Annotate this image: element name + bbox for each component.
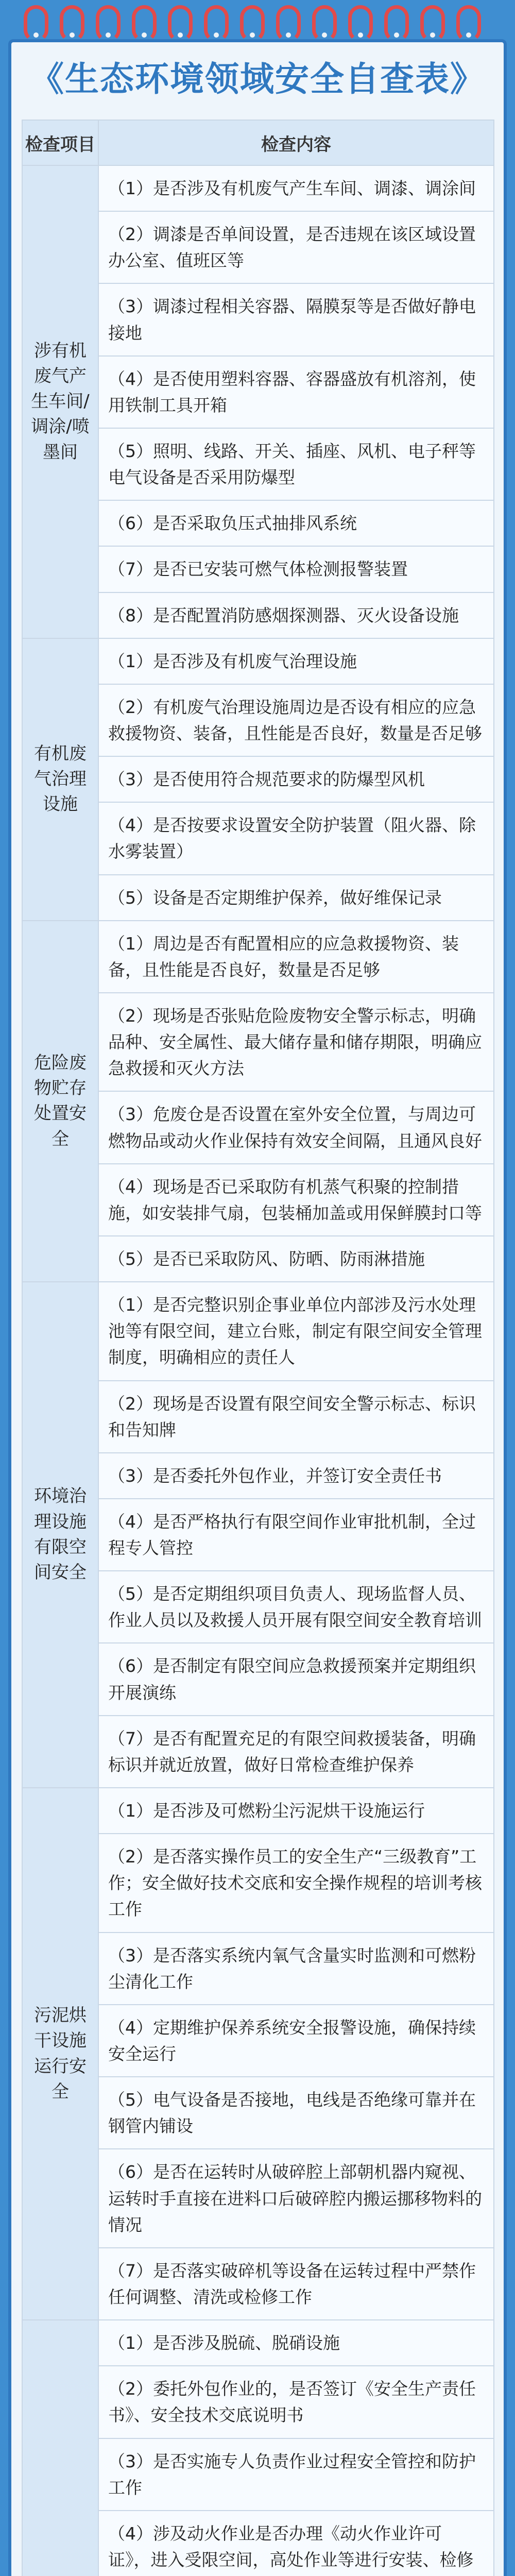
check-item-cell: （1）是否完整识别企事业单位内部涉及污水处理池等有限空间，建立台账，制定有限空间安全管理制度，明确相应的责任人	[98, 1282, 494, 1380]
check-item-cell: （4）现场是否已采取防有机蒸气积聚的控制措施，如安装排气扇，包装桶加盖或用保鲜膜封口等	[98, 1164, 494, 1236]
check-item-cell: （2）是否落实操作员工的安全生产“三级教育”工作；安全做好技术交底和安全操作规程的培训考核工作	[98, 1834, 494, 1932]
spiral-ring	[24, 5, 48, 42]
check-item-cell: （4）是否严格执行有限空间作业审批机制，全过程专人管控	[98, 1499, 494, 1571]
check-item-cell: （5）设备是否定期维护保养，做好维保记录	[98, 875, 494, 921]
check-item-cell: （4）是否使用塑料容器、容器盛放有机溶剂，使用铁制工具开箱	[98, 356, 494, 428]
check-item-cell: （4）是否按要求设置安全防护装置（阻火器、除水雾装置）	[98, 802, 494, 874]
table-row	[22, 165, 494, 211]
check-item-cell: （3）是否落实系统内氧气含量实时监测和可燃粉尘清化工作	[98, 1933, 494, 2005]
check-item-cell: （2）有机废气治理设施周边是否设有相应的应急救援物资、装备，且性能是否良好，数量是否足够	[98, 684, 494, 756]
check-item-cell: （2）调漆是否单间设置，是否违规在该区域设置办公室、值班区等	[98, 211, 494, 283]
check-item-cell: （4）涉及动火作业是否办理《动火作业许可证》，进入受限空间，高处作业等进行安装、检修	[98, 2511, 494, 2576]
checklist-table	[22, 120, 494, 2576]
check-item-cell: （1）是否涉及有机废气产生车间、调漆、调涂间	[98, 165, 494, 211]
check-item-cell: （4）定期维护保养系统安全报警设施，确保持续安全运行	[98, 2005, 494, 2077]
table-header-row	[22, 120, 494, 165]
spiral-ring	[204, 5, 229, 42]
check-item-cell: （6）是否制定有限空间应急救援预案并定期组织开展演练	[98, 1643, 494, 1715]
check-item-cell: （6）是否采取负压式抽排风系统	[98, 500, 494, 546]
check-item-cell: （7）是否有配置充足的有限空间救援装备，明确标识并就近放置，做好日常检查维护保养	[98, 1716, 494, 1788]
check-item-cell: （3）是否使用符合规范要求的防爆型风机	[98, 756, 494, 802]
header-check-content: 检查内容	[98, 120, 494, 165]
check-item-cell: （1）周边是否有配置相应的应急救援物资、装备，且性能是否良好，数量是否足够	[98, 921, 494, 993]
check-item-cell: （2）现场是否张贴危险废物安全警示标志，明确品种、安全属性、最大储存量和储存期限，明确应急救援和灭火方法	[98, 993, 494, 1091]
spiral-ring	[420, 5, 445, 42]
spiral-ring	[384, 5, 409, 42]
table-row	[22, 1282, 494, 1380]
spiral-ring	[168, 5, 193, 42]
spiral-ring	[312, 5, 337, 42]
check-item-cell: （6）是否在运转时从破碎腔上部朝机器内窥视、运转时手直接在进料口后破碎腔内搬运挪移物料的情况	[98, 2149, 494, 2247]
check-item-cell: （3）危废仓是否设置在室外安全位置，与周边可燃物品或动火作业保持有效安全间隔，且通风良好	[98, 1091, 494, 1163]
spiral-ring	[276, 5, 301, 42]
check-item-cell: （5）照明、线路、开关、插座、风机、电子秤等电气设备是否采用防爆型	[98, 428, 494, 500]
category-cell: 环境治理设施有限空间安全	[22, 1282, 98, 1788]
check-item-cell: （3）调漆过程相关容器、隔膜泵等是否做好静电接地	[98, 283, 494, 355]
checklist-table-wrap	[22, 120, 493, 2576]
spiral-ring	[96, 5, 121, 42]
table-row	[22, 638, 494, 684]
page-title: 《生态环境领域安全自查表》	[30, 59, 485, 99]
table-row	[22, 921, 494, 993]
check-item-cell: （5）是否定期组织项目负责人、现场监督人员、作业人员以及救援人员开展有限空间安全教育培训	[98, 1571, 494, 1643]
spiral-ring	[132, 5, 157, 42]
check-item-cell: （1）是否涉及有机废气治理设施	[98, 638, 494, 684]
header-check-item: 检查项目	[22, 120, 98, 165]
table-row	[22, 2320, 494, 2366]
check-item-cell: （7）是否已安装可燃气体检测报警装置	[98, 546, 494, 592]
category-cell: 污泥烘干设施运行安全	[22, 1788, 98, 2320]
category-cell: 涉有机废气产生车间/调涂/喷墨间	[22, 165, 98, 638]
spiral-ring	[240, 5, 265, 42]
check-item-cell: （3）是否实施专人负责作业过程安全管控和防护工作	[98, 2438, 494, 2511]
paper-sheet	[8, 39, 507, 2576]
category-cell: 有机废气治理设施	[22, 638, 98, 921]
table-body	[22, 165, 494, 2576]
check-item-cell: （8）是否配置消防感烟探测器、灭火设备设施	[98, 592, 494, 638]
spiral-ring	[60, 5, 84, 42]
check-item-cell: （2）现场是否设置有限空间安全警示标志、标识和告知牌	[98, 1381, 494, 1453]
check-item-cell: （1）是否涉及可燃粉尘污泥烘干设施运行	[98, 1788, 494, 1834]
check-item-cell: （3）是否委托外包作业，并签订安全责任书	[98, 1453, 494, 1499]
spiral-ring	[456, 5, 481, 42]
category-cell	[22, 2320, 98, 2576]
spiral-ring	[348, 5, 373, 42]
table-row	[22, 1788, 494, 1834]
check-item-cell: （5）电气设备是否接地，电线是否绝缘可靠并在钢管内铺设	[98, 2077, 494, 2149]
category-cell: 危险废物贮存处置安全	[22, 921, 98, 1282]
check-item-cell: （7）是否落实破碎机等设备在运转过程中严禁作任何调整、清洗或检修工作	[98, 2248, 494, 2320]
check-item-cell: （2）委托外包作业的，是否签订《安全生产责任书》、安全技术交底说明书	[98, 2366, 494, 2438]
check-item-cell: （1）是否涉及脱硫、脱硝设施	[98, 2320, 494, 2366]
check-item-cell: （5）是否已采取防风、防晒、防雨淋措施	[98, 1236, 494, 1282]
